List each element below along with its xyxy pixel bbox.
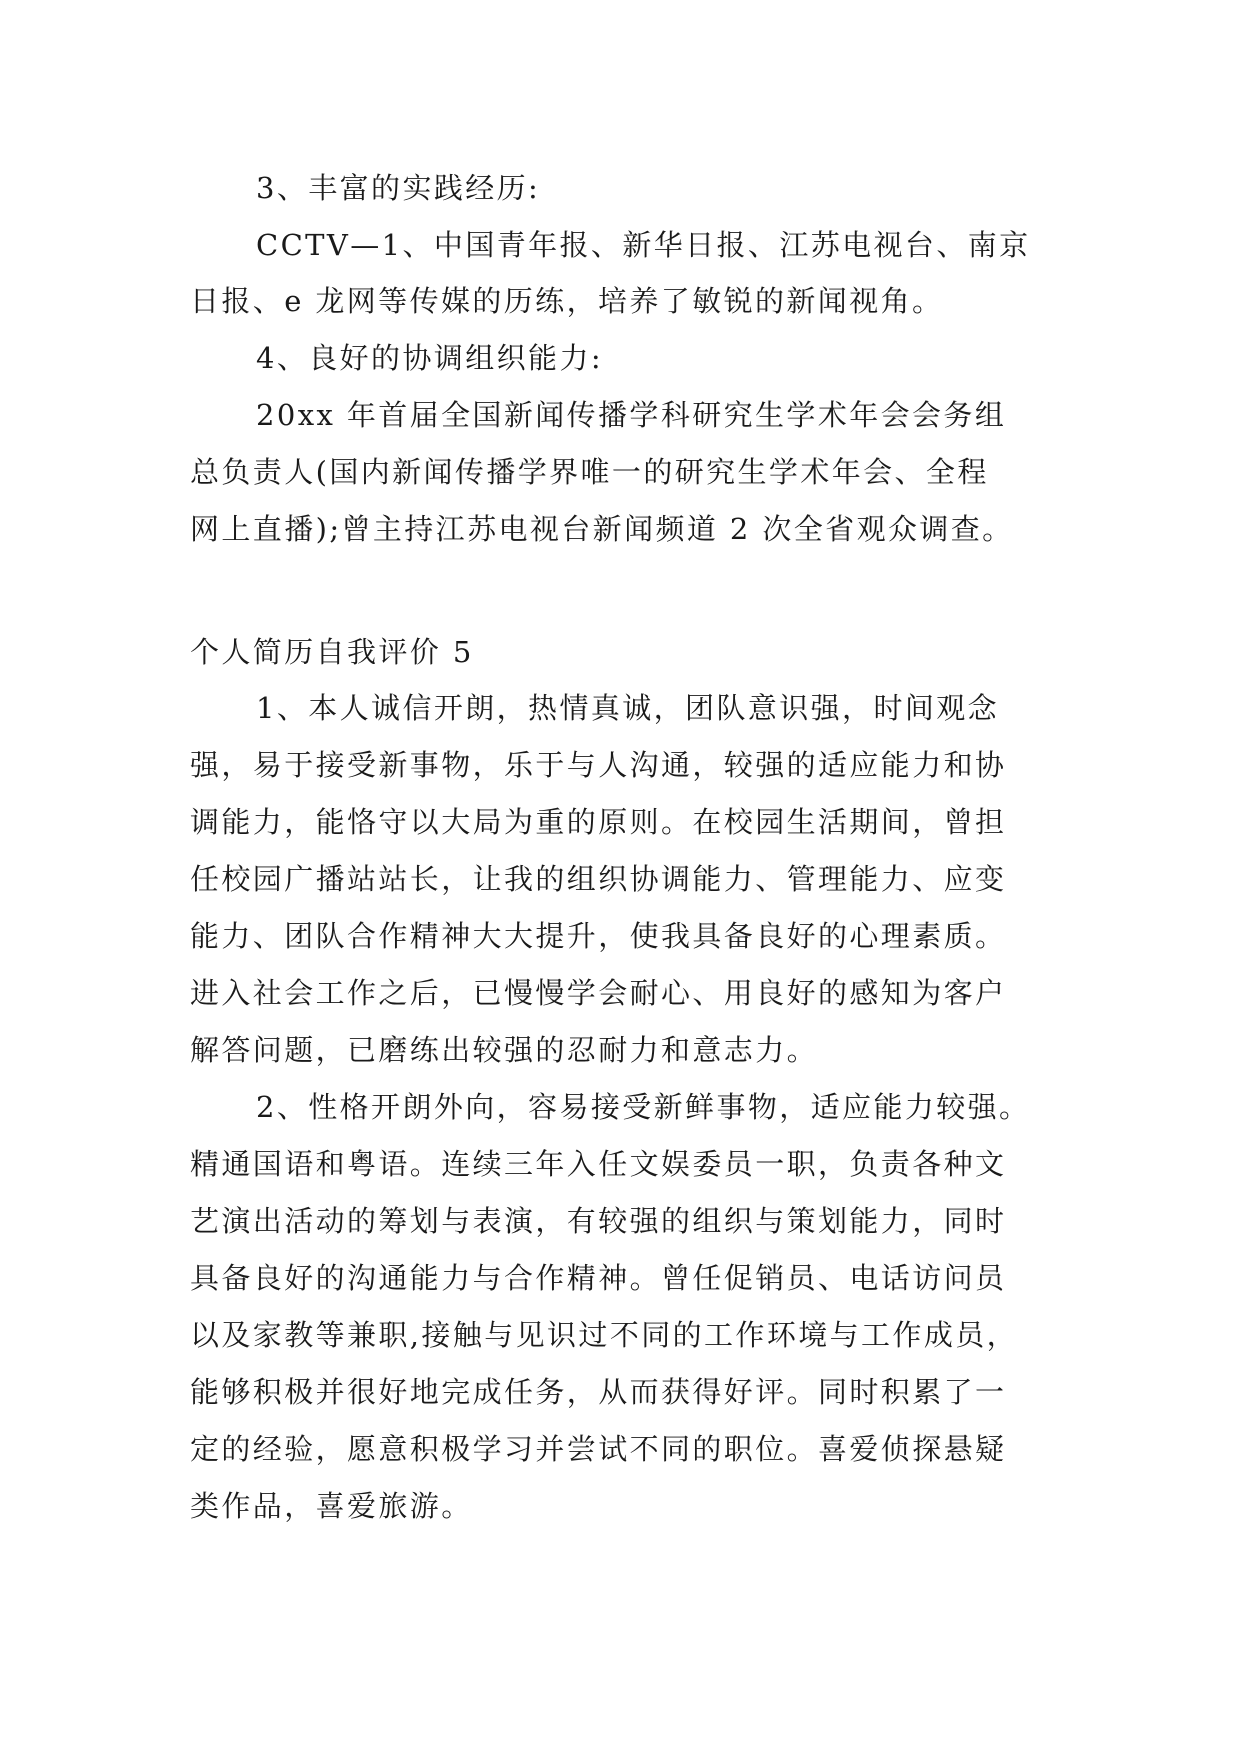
section-title: 个人简历自我评价 5 (190, 635, 474, 669)
paragraph-line: 调能力，能恪守以大局为重的原则。在校园生活期间，曾担 (190, 805, 1007, 839)
paragraph-line: 能力、团队合作精神大大提升，使我具备良好的心理素质。 (190, 919, 1007, 953)
paragraph-line: 能够积极并很好地完成任务，从而获得好评。同时积累了一 (190, 1375, 1007, 1409)
paragraph-line: 类作品，喜爱旅游。 (190, 1489, 473, 1523)
paragraph-line: 20xx 年首届全国新闻传播学科研究生学术年会会务组 (256, 398, 1007, 432)
subheading-practice-experience: 3、丰富的实践经历: (256, 171, 541, 205)
paragraph-line: CCTV—1、中国青年报、新华日报、江苏电视台、南京 (256, 228, 1031, 262)
paragraph-line: 强，易于接受新事物，乐于与人沟通，较强的适应能力和协 (190, 748, 1007, 782)
paragraph-line: 艺演出活动的筹划与表演，有较强的组织与策划能力，同时 (190, 1204, 1007, 1238)
paragraph-line: 总负责人(国内新闻传播学界唯一的研究生学术年会、全程 (190, 455, 989, 489)
paragraph-line: 精通国语和粤语。连续三年入任文娱委员一职，负责各种文 (190, 1147, 1007, 1181)
paragraph-line: 2、性格开朗外向，容易接受新鲜事物，适应能力较强。 (256, 1090, 1031, 1124)
paragraph-line: 以及家教等兼职,接触与见识过不同的工作环境与工作成员， (190, 1318, 1019, 1352)
paragraph-line: 具备良好的沟通能力与合作精神。曾任促销员、电话访问员 (190, 1261, 1007, 1295)
paragraph-line: 网上直播);曾主持江苏电视台新闻频道 2 次全省观众调查。 (190, 512, 1014, 546)
paragraph-line: 进入社会工作之后，已慢慢学会耐心、用良好的感知为客户 (190, 976, 1007, 1010)
paragraph-line: 日报、e 龙网等传媒的历练，培养了敏锐的新闻视角。 (190, 284, 944, 318)
subheading-coordination-ability: 4、良好的协调组织能力: (256, 341, 604, 375)
paragraph-line: 任校园广播站站长，让我的组织协调能力、管理能力、应变 (190, 862, 1007, 896)
paragraph-line: 定的经验，愿意积极学习并尝试不同的职位。喜爱侦探悬疑 (190, 1432, 1007, 1466)
paragraph-line: 1、本人诚信开朗，热情真诚，团队意识强，时间观念 (256, 691, 1000, 725)
paragraph-line: 解答问题，已磨练出较强的忍耐力和意志力。 (190, 1033, 819, 1067)
